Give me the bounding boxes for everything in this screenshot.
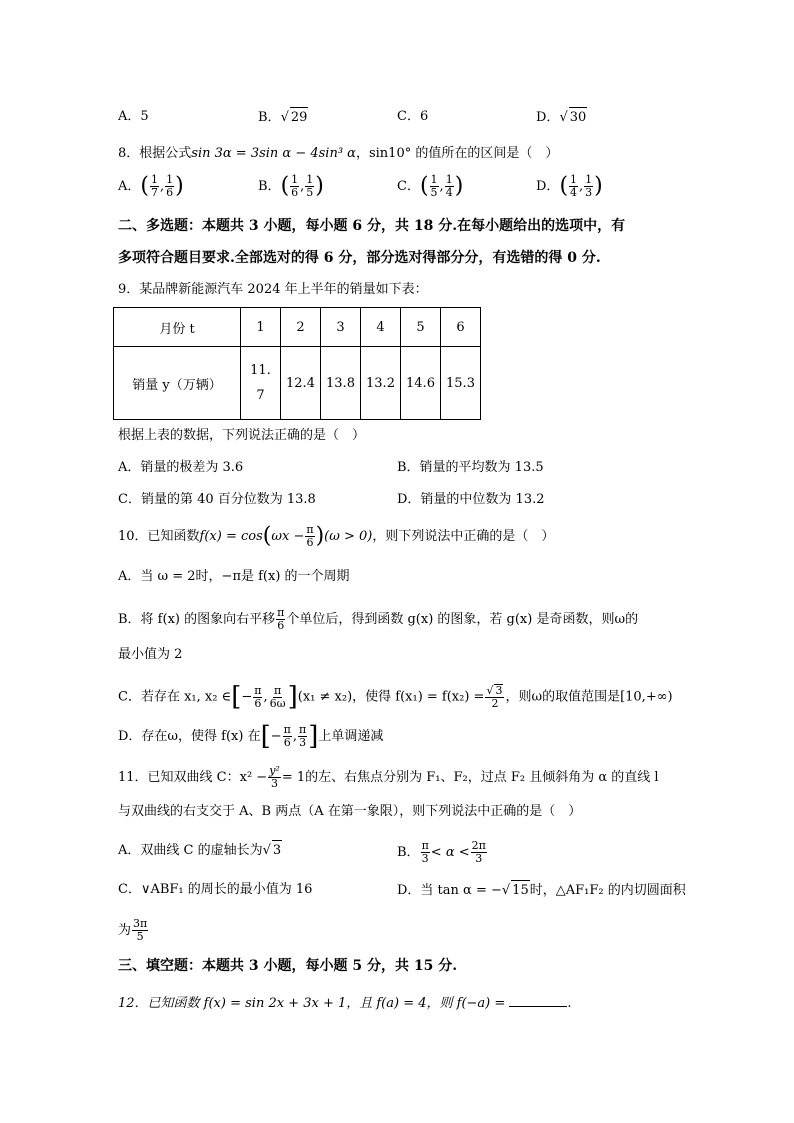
table-cell: 14.6	[401, 347, 441, 420]
q7-option-c: C．6	[397, 109, 429, 124]
table-cell: 5	[401, 308, 441, 347]
q12-answer-blank[interactable]	[509, 994, 567, 1007]
q11-option-d-line1: D．当 tan α = −√ 15时，△AF₁F₂ 的内切圆面积	[397, 880, 686, 901]
q11-option-b: B． $\frac{\pi}{3}$ < α < $\frac{2\pi}{3}$	[397, 839, 486, 865]
table-cell: 13.8	[321, 347, 361, 420]
q7-option-d: D．√ 30	[536, 107, 587, 128]
q12-stem: 12．已知函数 f(x) = sin 2x + 3x + 1，且 f(a) = 4，则 f(−a) = .	[118, 996, 572, 1011]
q8-option-a: A．( $\frac{1}{7}$ , $\frac{1}{6}$ )	[118, 173, 184, 199]
table-row-month	[114, 308, 481, 347]
q9-question: 根据上表的数据，下列说法正确的是（ ）	[118, 428, 366, 443]
q11-option-d-line2: 为 $\frac{3\pi}{5}$	[118, 917, 148, 943]
q8-option-b: B．( $\frac{1}{6}$ , $\frac{1}{5}$ )	[258, 173, 324, 199]
q11-option-a: A．双曲线 C 的虚轴长为√ 3	[118, 840, 282, 861]
q10-option-c: C．若存在 x₁, x₂ ∈[− $\frac{\pi}{6}$ , $\frac{\pi}{6\omega}$ ](x₁ ≠ x₂)，使得 f(x₁) = f(x₂) = $\frac{√ 3}{2}$ ，则ω的取值范围是[10,+∞)	[118, 682, 673, 712]
section2-heading-line1: 二、多选题：本题共 3 小题，每小题 6 分，共 18 分.在每小题给出的选项中，有	[118, 218, 626, 234]
table-cell: 4	[361, 308, 401, 347]
table-cell: 6	[441, 308, 481, 347]
q9-option-a: A．销量的极差为 3.6	[118, 460, 244, 475]
q11-option-c: C．∨ABF₁ 的周长的最小值为 16	[118, 882, 313, 897]
q10-stem: 10．已知函数f(x) = cos(ωx − $\frac{\pi}{6}$ )(ω > 0)，则下列说法中正确的是（ ）	[118, 523, 555, 549]
table-head-sales: 销量 y（万辆）	[114, 347, 241, 420]
table-head-month: 月份 t	[114, 308, 241, 347]
q7-option-b: B．√ 29	[258, 107, 308, 128]
q8-formula: sin 3α = 3sin α − 4sin³ α	[191, 146, 356, 161]
q11-stem-line1: 11．已知双曲线 C：x² − $\frac{\text{y²}}{3}$ = 1的左、右焦点分别为 F₁、F₂，过点 F₂ 且倾斜角为 α 的直线 l	[118, 764, 659, 790]
table-row-sales	[114, 347, 481, 420]
q10-option-b-line2: 最小值为 2	[118, 647, 183, 662]
section3-heading: 三、填空题：本题共 3 小题，每小题 5 分，共 15 分.	[118, 958, 458, 974]
q9-option-c: C．销量的第 40 百分位数为 13.8	[118, 492, 316, 507]
sales-table	[113, 307, 481, 420]
q8-option-d: D．( $\frac{1}{4}$ , $\frac{1}{3}$ )	[536, 173, 603, 199]
q7-d-radicand: 30	[569, 107, 588, 128]
q8-option-c: C．( $\frac{1}{5}$ , $\frac{1}{4}$ )	[397, 173, 464, 199]
table-cell: 11. 7	[241, 347, 281, 420]
q7-b-radicand: 29	[290, 107, 309, 128]
table-cell: 15.3	[441, 347, 481, 420]
q10-option-b-line1: B．将 f(x) 的图象向右平移 $\frac{\pi}{6}$ 个单位后，得到函数 g(x) 的图象，若 g(x) 是奇函数，则ω的	[118, 606, 639, 632]
table-cell: 2	[281, 308, 321, 347]
q10-option-d: D．存在ω，使得 f(x) 在[− $\frac{\pi}{6}$ , $\frac{\pi}{3}$ ]上单调递减	[118, 721, 384, 752]
table-cell: 3	[321, 308, 361, 347]
q9-stem: 9．某品牌新能源汽车 2024 年上半年的销量如下表：	[118, 282, 428, 297]
q11-stem-line2: 与双曲线的右支交于 A、B 两点（A 在第一象限），则下列说法中正确的是（ ）	[118, 804, 582, 819]
q8-stem: 8．根据公式sin 3α = 3sin α − 4sin³ α，sin10° 的值所在的区间是（ ）	[118, 146, 559, 161]
q10-option-a: A．当 ω = 2时，−π是 f(x) 的一个周期	[118, 569, 350, 584]
q7-option-a: A．5	[118, 109, 149, 124]
table-cell: 12.4	[281, 347, 321, 420]
q9-option-b: B．销量的平均数为 13.5	[397, 460, 544, 475]
table-cell: 1	[241, 308, 281, 347]
table-cell: 13.2	[361, 347, 401, 420]
section2-heading-line2: 多项符合题目要求.全部选对的得 6 分，部分选对得部分分，有选错的得 0 分.	[118, 250, 601, 266]
q9-option-d: D．销量的中位数为 13.2	[397, 492, 545, 507]
